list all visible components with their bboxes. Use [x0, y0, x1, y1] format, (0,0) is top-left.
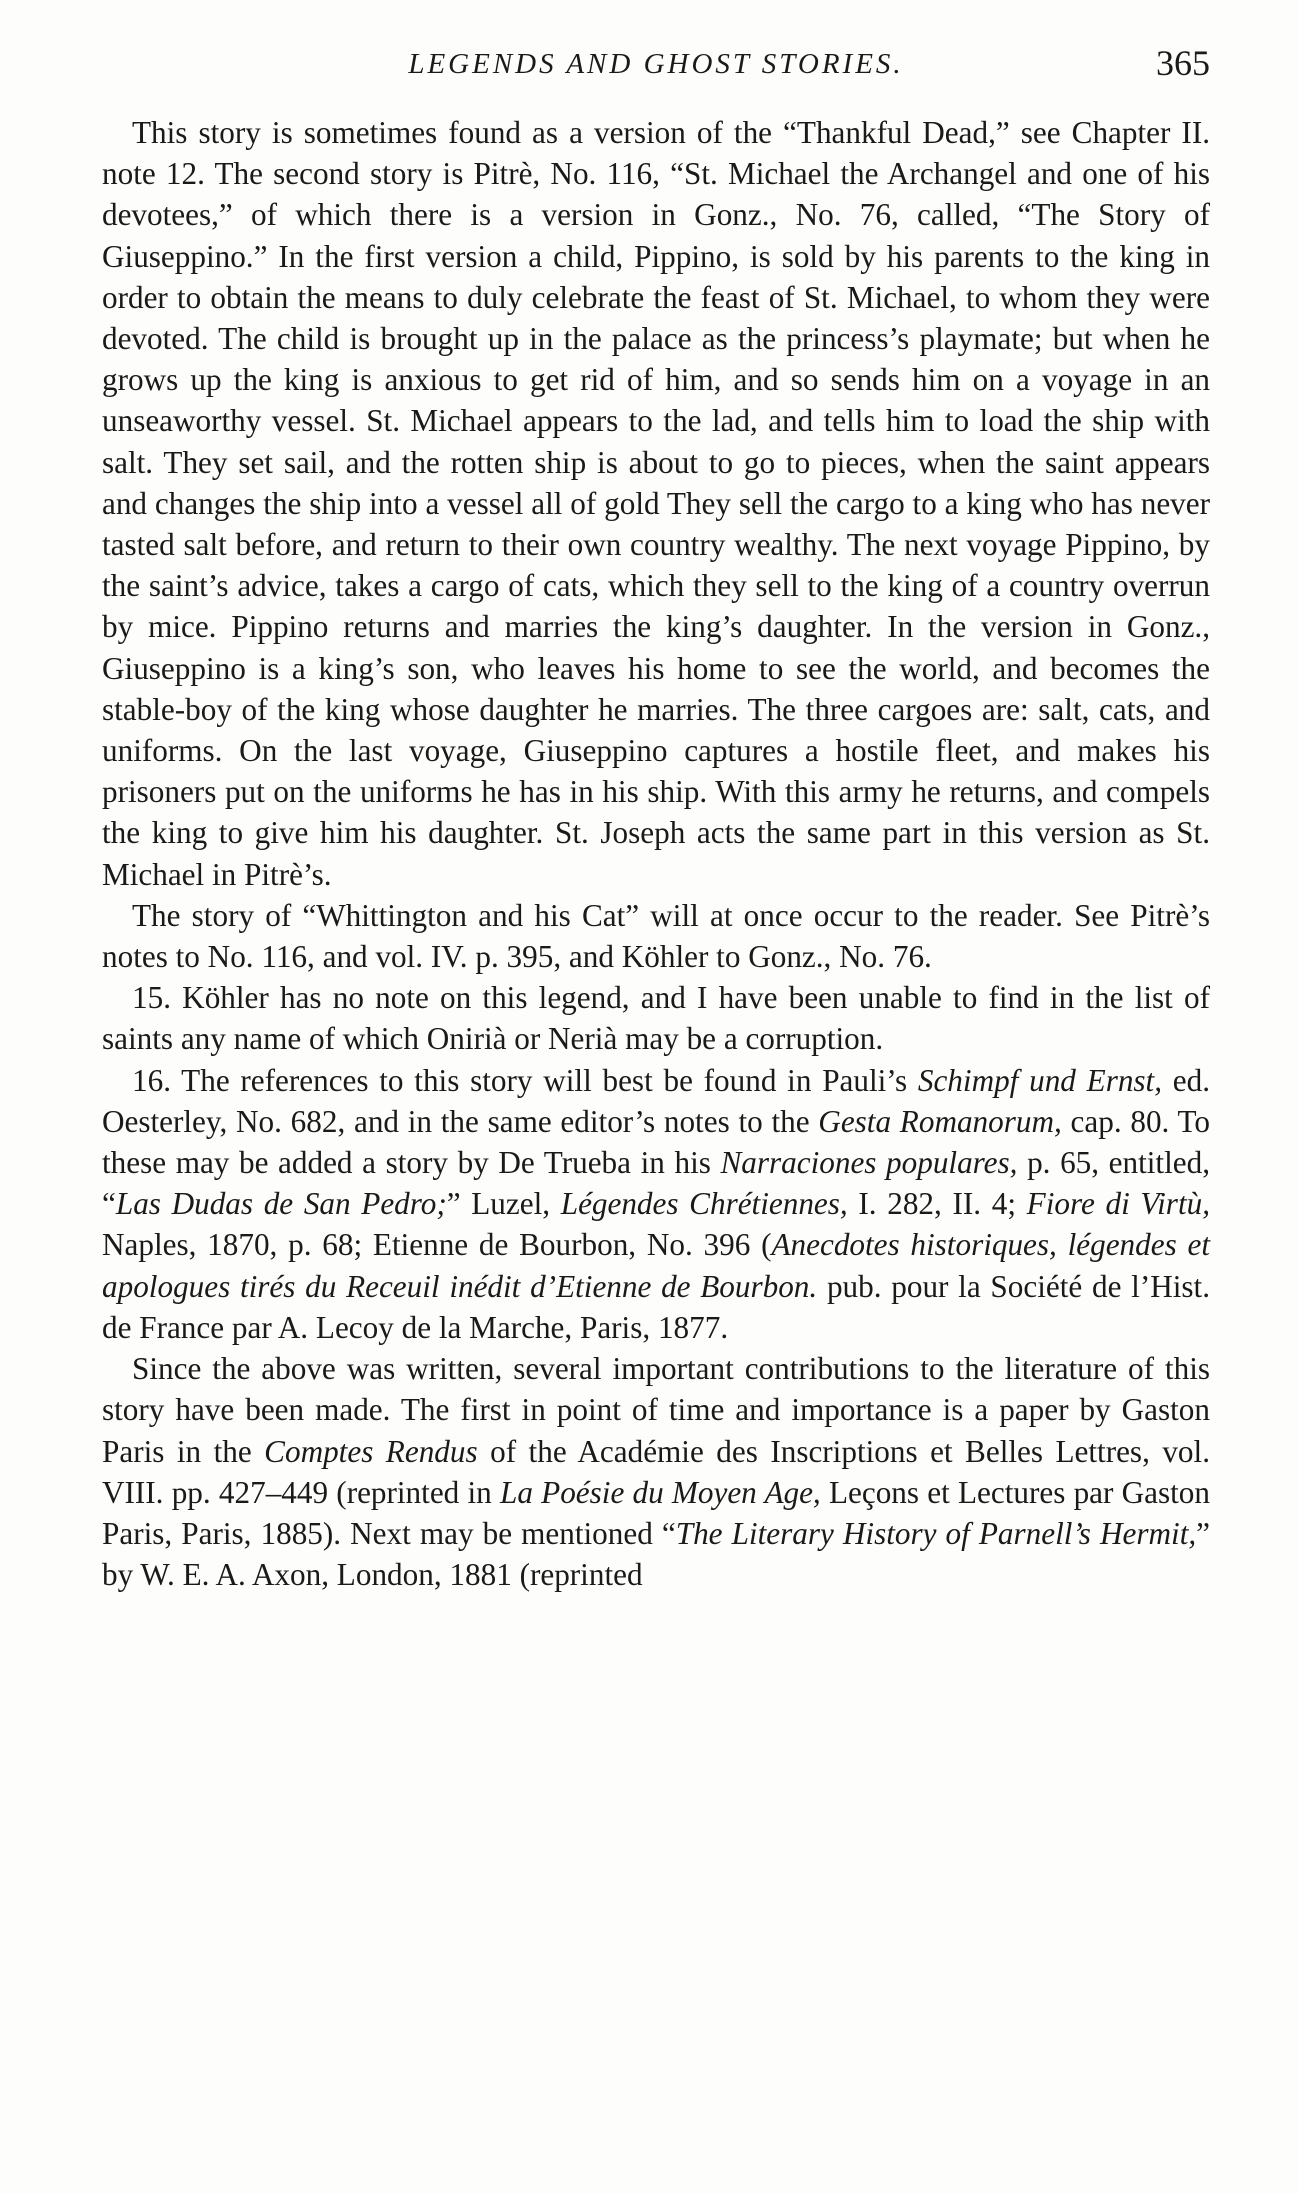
paragraph-5-italic-2: La Poésie du Moyen Age,	[499, 1474, 821, 1510]
paragraph-5	[102, 1348, 1210, 1595]
page-header	[102, 42, 1210, 94]
paragraph-1-text: This story is sometimes found as a version of the “Thankful Dead,” see Chapter II. note 12. The second story is Pitrè, No. 116, “St. Michael the Archangel and one of his devotees,” of which there is a version in Gonz., No. 76, called, “The Story of Giuseppino.” In the first version a child, Pippino, is sold by his parents to the king in order to obtain the means to duly celebrate the feast of St. Michael, to whom they were devoted. The child is brought up in the palace as the princess’s playmate; but when he grows up the king is anxious to get rid of him, and so sends him on a voyage in an unseaworthy vessel. St. Michael appears to the lad, and tells him to load the ship with salt. They set sail, and the rotten ship is about to go to pieces, when the saint appears and changes the ship into a vessel all of gold They sell the cargo to a king who has never tasted salt before, and return to their own country wealthy. The next voyage Pippino, by the saint’s advice, takes a cargo of cats, which they sell to the king of a country overrun by mice. Pippino returns and marries the king’s daughter. In the version in Gonz., Giuseppino is a king’s son, who leaves his home to see the world, and becomes the stable-boy of the king whose daughter he marries. The three cargoes are: salt, cats, and uniforms. On the last voyage, Giuseppino captures a hostile fleet, and makes his prisoners put on the uniforms he has in his ship. With this army he returns, and compels the king to give him his daughter. St. Joseph acts the same part in this version as St. Michael in Pitrè’s.	[102, 115, 1210, 892]
note-16-text-3: cap. 80. To these may be added a story by De Trueba in his	[102, 1103, 1211, 1181]
paragraph-5-text-4: ” by W. E. A. Axon, London, 1881 (reprinted	[102, 1515, 1210, 1593]
note-16-italic-4: Las Dudas de San Pedro;	[115, 1186, 447, 1222]
paragraph-5-text-3: Leçons et Lectures par Gaston Paris, Paris, 1885). Next may be mentioned “	[102, 1474, 1210, 1551]
paragraph-2	[102, 895, 1210, 977]
paragraph-2-text: The story of “Whittington and his Cat” will at once occur to the reader. See Pitrè’s notes to No. 116, and vol. IV. p. 395, and Köhler to Gonz., No. 76.	[102, 897, 1210, 975]
paragraph-5-text-1: Since the above was written, several important contributions to the literature of this story have been made. The first in point of time and importance is a paper by Gaston Paris in the	[102, 1351, 1210, 1469]
note-16	[102, 1060, 1210, 1348]
page-number: 365	[1156, 43, 1210, 83]
note-16-italic-6: Fiore di Virtù,	[1026, 1186, 1211, 1222]
note-15-text: 15. Köhler has no note on this legend, and I have been unable to find in the list of saints any name of which Onirià or Nerià may be a corruption.	[102, 980, 1210, 1057]
note-16-italic-3: Narraciones populares,	[720, 1145, 1018, 1181]
note-16-text-4: p. 65, entitled, “	[102, 1145, 1210, 1222]
note-16-text-2: ed. Oesterley, No. 682, and in the same editor’s notes to the	[102, 1062, 1211, 1139]
note-16-text-5: ” Luzel,	[446, 1186, 561, 1222]
running-title: LEGENDS AND GHOST STORIES.	[408, 48, 904, 80]
note-15	[102, 977, 1210, 1059]
note-16-text-8: pub. pour la Société de l’Hist. de France par A. Lecoy de la Marche, Paris, 1877.	[102, 1268, 1210, 1345]
paragraph-5-text-2: of the Académie des Inscriptions et Belles Lettres, vol. VIII. pp. 427–449 (reprinted in	[102, 1433, 1210, 1510]
paragraph-5-italic-3: The Literary History of Parnell’s Hermit,	[675, 1515, 1197, 1551]
note-16-text-7: Naples, 1870, p. 68; Etienne de Bourbon, No. 396 (	[102, 1227, 772, 1263]
paragraph-1	[102, 112, 1210, 895]
note-16-italic-1: Schimpf und Ernst,	[917, 1062, 1163, 1098]
note-16-italic-7: Anecdotes historiques, légendes et apologues tirés du Receuil inédit d’Etienne de Bourbon.	[102, 1227, 1210, 1304]
note-16-text-1: 16. The references to this story will best be found in Pauli’s	[132, 1062, 918, 1098]
note-16-text-6: I. 282, II. 4;	[847, 1186, 1027, 1222]
paragraph-5-italic-1: Comptes Rendus	[264, 1433, 478, 1469]
note-16-italic-2: Gesta Romanorum,	[818, 1103, 1062, 1139]
note-16-italic-5: Légendes Chrétiennes,	[560, 1186, 848, 1222]
body-text	[102, 112, 1210, 1595]
